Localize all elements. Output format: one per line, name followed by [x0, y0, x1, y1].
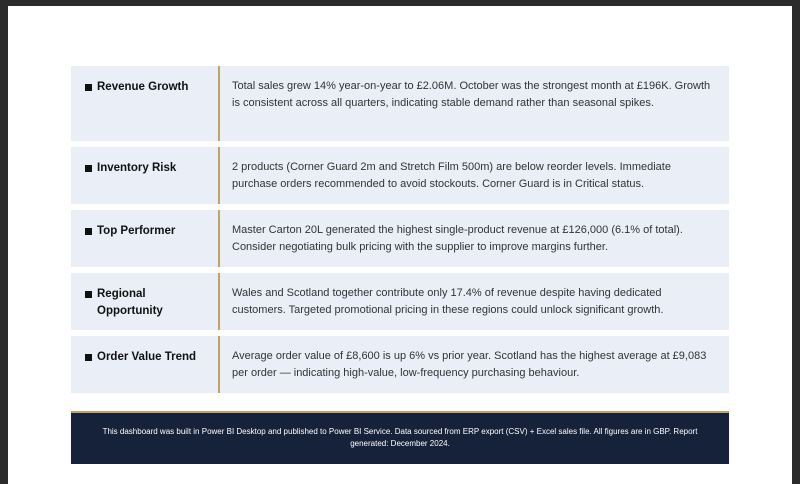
square-bullet-icon [85, 291, 92, 298]
insight-row-inventory-risk [71, 147, 729, 204]
insight-heading [71, 273, 218, 330]
insight-text: Average order value of £8,600 is up 6% vs prior year. Scotland has the highest average at £9,083 per order — indicating high-value, low-frequency purchasing behaviour. [232, 350, 707, 379]
square-bullet-icon [85, 84, 92, 91]
square-bullet-icon [85, 354, 92, 361]
dashboard-footer [71, 411, 729, 464]
insight-text: Master Carton 20L generated the highest single-product revenue at £126,000 (6.1% of total). Consider negotiating bulk pricing with the supplier to improve margins further. [232, 224, 683, 253]
square-bullet-icon [85, 165, 92, 172]
insight-row-top-performer [71, 210, 729, 267]
insight-title: Revenue Growth [97, 81, 189, 93]
insight-row-regional-opportunity [71, 273, 729, 330]
document-page [8, 6, 792, 484]
insight-row-order-value-trend [71, 336, 729, 393]
insight-title: Regional Opportunity [97, 288, 163, 317]
insight-title: Top Performer [97, 225, 176, 237]
insight-heading [71, 147, 218, 204]
insight-text: 2 products (Corner Guard 2m and Stretch Film 500m) are below reorder levels. Immediate purchase orders recommended to avoid stockouts. Corner Guard is in Critical status. [232, 161, 671, 190]
insight-text: Wales and Scotland together contribute only 17.4% of revenue despite having dedicated customers. Targeted promotional pricing in these regions could unlock significant growth. [232, 287, 664, 316]
insight-heading [71, 210, 218, 267]
insight-row-revenue-growth [71, 66, 729, 141]
insight-heading [71, 66, 218, 141]
insight-text: Total sales grew 14% year-on-year to £2.06M. October was the strongest month at £196K. Growth is consistent across all quarters, indicating stable demand rather than seasonal spikes. [232, 80, 711, 109]
footer-text: This dashboard was built in Power BI Desktop and published to Power BI Service. Data sourced from ERP export (CSV) + Excel sales file. All figures are in GBP. Report generated: December 2024. [102, 427, 698, 448]
insight-title: Inventory Risk [97, 162, 177, 174]
insight-title: Order Value Trend [97, 351, 197, 363]
square-bullet-icon [85, 228, 92, 235]
insights-list [71, 66, 729, 399]
insight-heading [71, 336, 218, 393]
